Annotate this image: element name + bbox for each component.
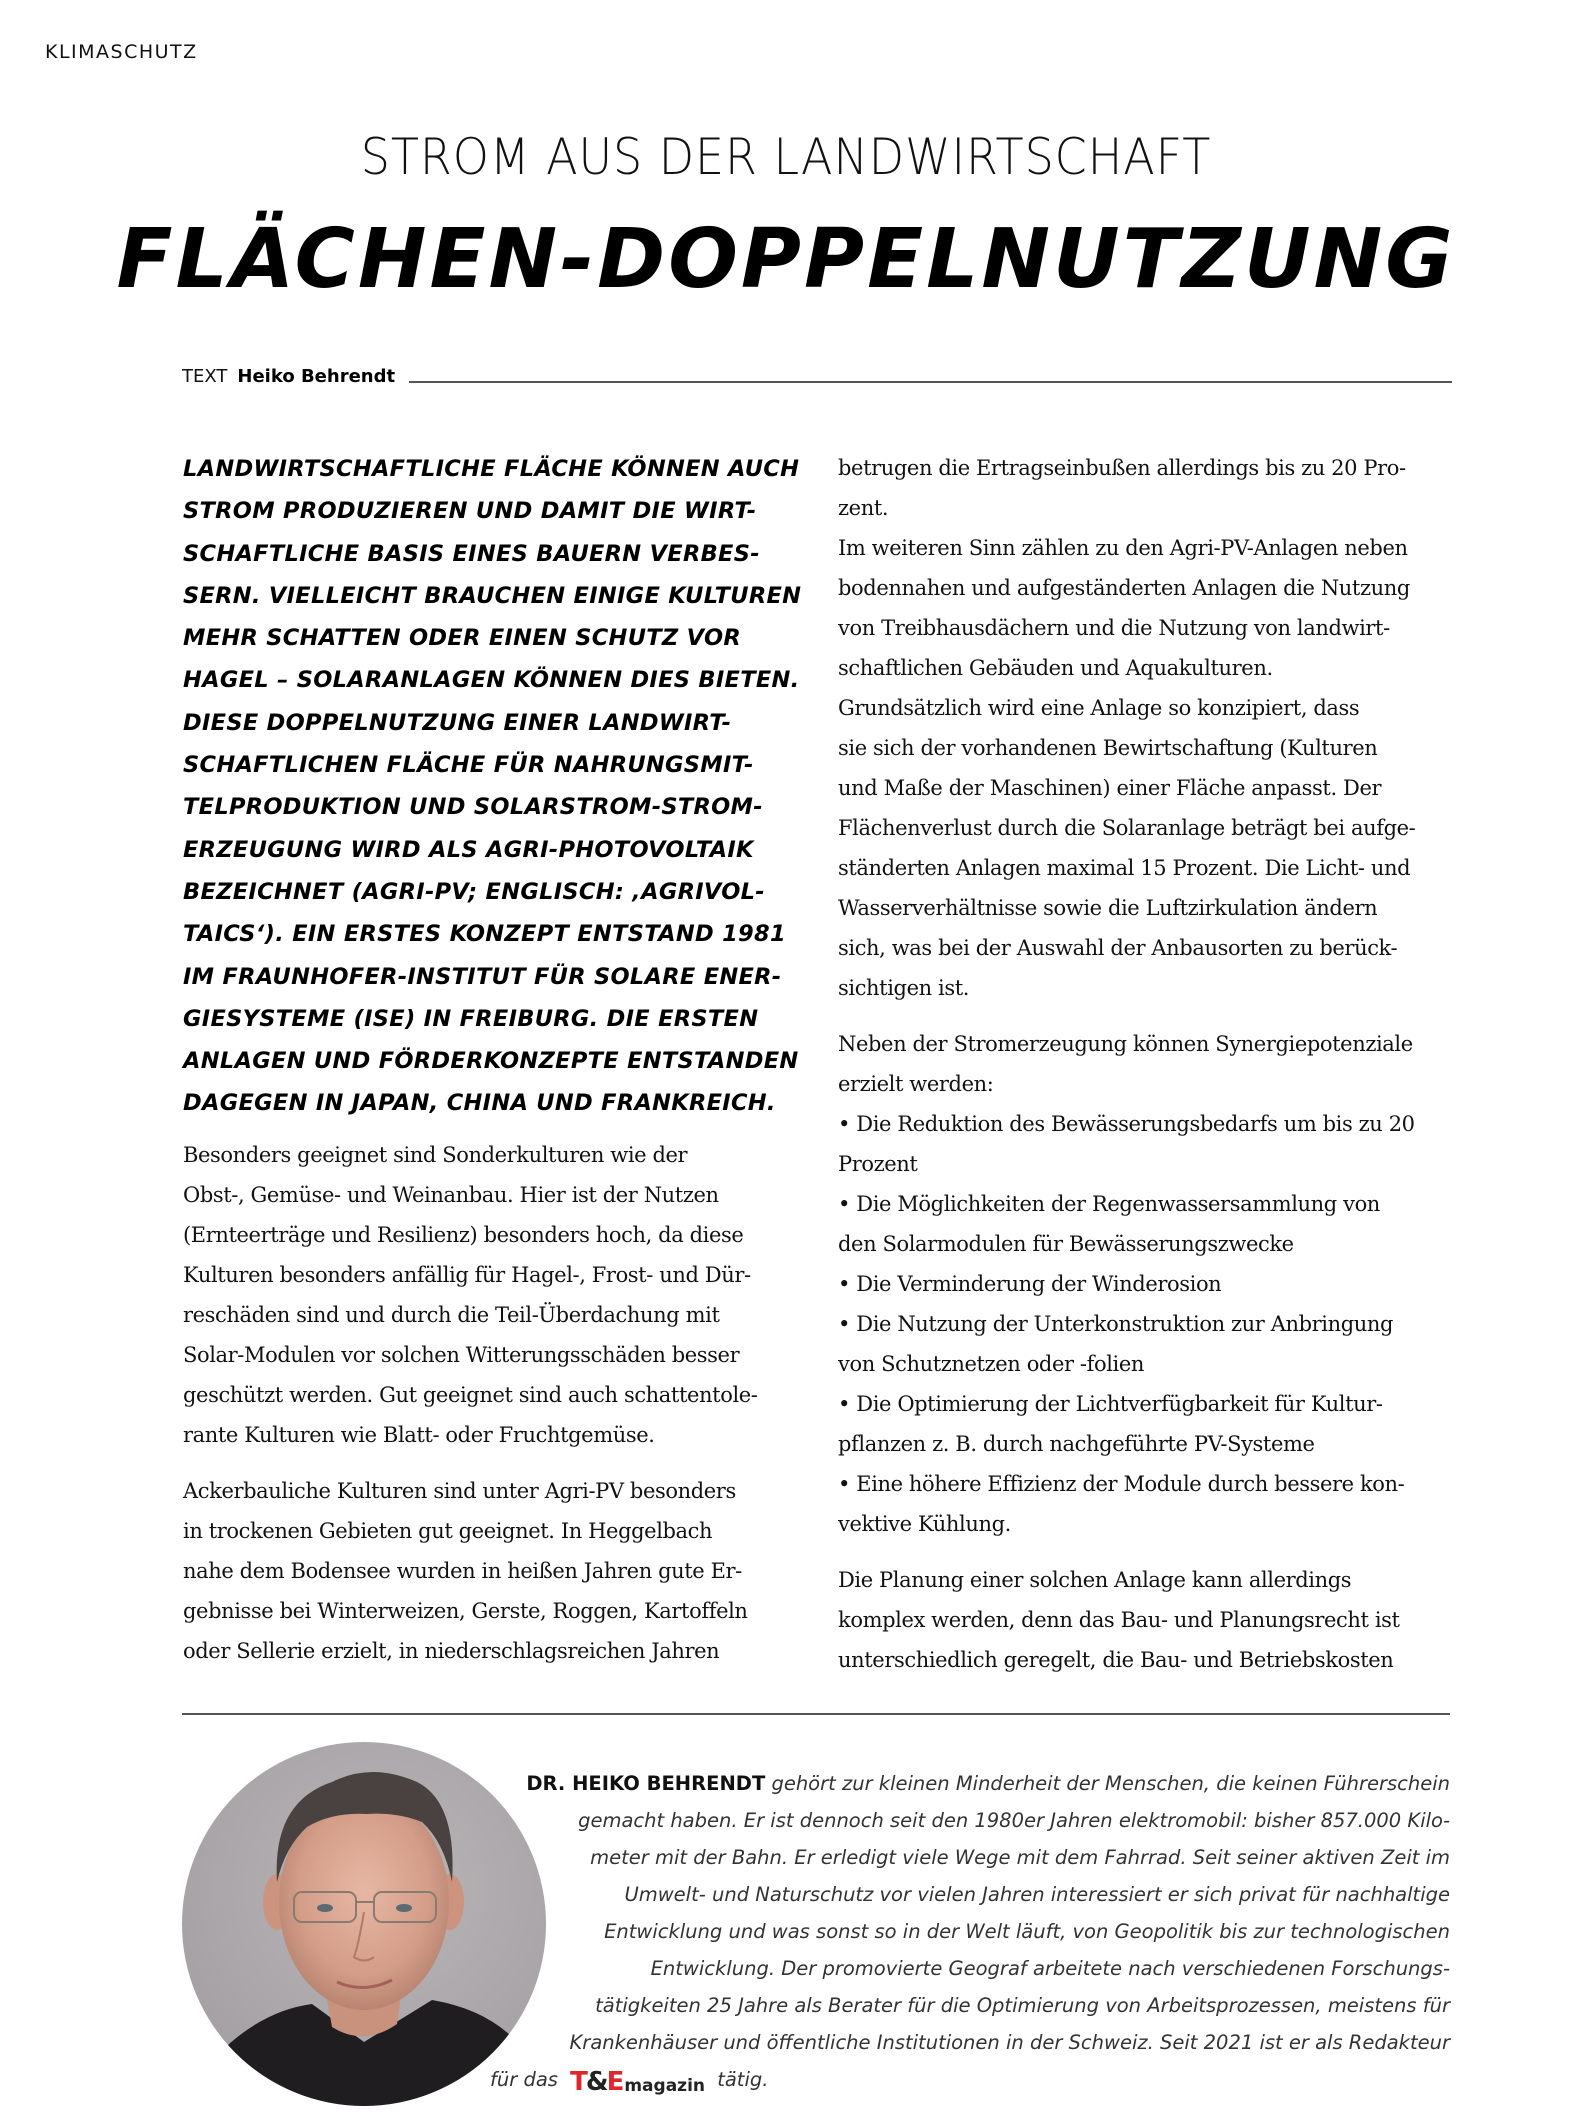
text-line: Die Planung einer solchen Anlage kann allerdings	[838, 1568, 1352, 1592]
text-line: geschützt werden. Gut geeignet sind auch schattentole-	[183, 1382, 758, 1407]
text-line: Besonders geeignet sind Sonderkulturen wie der	[183, 1142, 688, 1167]
body-paragraph	[183, 1471, 788, 1671]
bio-line: Krankenhäuser und öffentliche Institutionen in der Schweiz. Seit 2021 ist er als Redakteur	[569, 2031, 1450, 2054]
lead-line: STROM PRODUZIEREN UND DAMIT DIE WIRT-	[183, 498, 757, 525]
text-line: Kulturen besonders anfällig für Hagel-, Frost- und Dür-	[183, 1262, 751, 1287]
lead-line: SERN. VIELLEICHT BRAUCHEN EINIGE KULTUREN	[183, 582, 802, 609]
text-line: schaftlichen Gebäuden und Aquakulturen.	[838, 656, 1273, 680]
byline-author: Heiko Behrendt	[237, 366, 396, 387]
text-line: Obst-, Gemüse- und Weinanbau. Hier ist der Nutzen	[183, 1182, 719, 1207]
text-line: oder Sellerie erzielt, in niederschlagsreichen Jahren	[183, 1638, 720, 1663]
lead-paragraph	[183, 448, 802, 1125]
list-item: • Die Verminderung der Winderosion	[838, 1272, 1222, 1296]
list-item-cont: pflanzen z. B. durch nachgeführte PV-Systeme	[838, 1432, 1315, 1456]
lead-line: MEHR SCHATTEN ODER EINEN SCHUTZ VOR	[183, 625, 742, 652]
author-bio	[490, 1765, 1450, 2098]
list-item: • Die Optimierung der Lichtverfügbarkeit für Kultur-	[838, 1392, 1383, 1416]
lead-line: LANDWIRTSCHAFTLICHE FLÄCHE KÖNNEN AUCH	[183, 456, 800, 482]
bio-text: gehört zur kleinen Minderheit der Menschen, die keinen Führerschein	[765, 1772, 1450, 1795]
bio-line: gemacht haben. Er ist dennoch seit den 1980er Jahren elektromobil: bisher 857.000 Kilo-	[578, 1809, 1450, 1832]
lead-line: SCHAFTLICHE BASIS EINES BAUERN VERBES-	[183, 540, 760, 567]
text-line: (Ernteerträge und Resilienz) besonders hoch, da diese	[183, 1222, 744, 1247]
bio-line: Entwicklung und was sonst so in der Welt läuft, von Geopolitik bis zur technologischen	[604, 1920, 1450, 1943]
body-paragraph	[838, 1560, 1453, 1680]
text-line: von Treibhausdächern und die Nutzung von landwirt-	[838, 616, 1390, 640]
text-line: gebnisse bei Winterweizen, Gerste, Roggen, Kartoffeln	[183, 1598, 748, 1623]
text-line: betrugen die Ertragseinbußen allerdings bis zu 20 Pro-	[838, 456, 1406, 480]
text-line: Ackerbauliche Kulturen sind unter Agri-PV besonders	[183, 1478, 736, 1503]
byline-rule	[409, 381, 1452, 383]
text-line: erzielt werden:	[838, 1072, 994, 1096]
list-item: • Eine höhere Effizienz der Module durch bessere kon-	[838, 1472, 1405, 1496]
text-line: zent.	[838, 496, 889, 520]
text-line: reschäden sind und durch die Teil-Überdachung mit	[183, 1302, 720, 1327]
body-paragraph	[838, 448, 1453, 1008]
bio-line: meter mit der Bahn. Er erledigt viele Wege mit dem Fahrrad. Seit seiner aktiven Zeit im	[590, 1846, 1450, 1869]
bio-name: DR. HEIKO BEHRENDT	[526, 1772, 766, 1795]
te-magazin-logo	[570, 2069, 705, 2095]
section-label: KLIMASCHUTZ	[45, 41, 198, 63]
list-item: • Die Möglichkeiten der Regenwassersammlung von	[838, 1192, 1380, 1216]
text-line: Grundsätzlich wird eine Anlage so konzipiert, dass	[838, 696, 1360, 720]
section-divider	[182, 1713, 1450, 1715]
text-line: Wasserverhältnisse sowie die Luftzirkulation ändern	[838, 896, 1378, 920]
text-line: sie sich der vorhandenen Bewirtschaftung (Kulturen	[838, 736, 1378, 760]
byline	[182, 366, 1452, 387]
article-kicker: STROM AUS DER LANDWIRTSCHAFT	[360, 128, 1212, 186]
bio-line	[505, 1765, 1450, 1802]
text-line: sich, was bei der Auswahl der Anbausorten zu berück-	[838, 936, 1398, 960]
list-item-cont: vektive Kühlung.	[838, 1512, 1011, 1536]
logo-e: E	[606, 2067, 623, 2097]
left-column	[183, 448, 802, 1671]
text-line: nahe dem Bodensee wurden in heißen Jahren gute Er-	[183, 1558, 742, 1583]
list-item-cont: von Schutznetzen oder -folien	[838, 1352, 1145, 1376]
te-logo-icon	[570, 2069, 622, 2095]
lead-line: HAGEL – SOLARANLAGEN KÖNNEN DIES BIETEN.	[183, 667, 800, 694]
logo-amp: &	[585, 2067, 607, 2097]
lead-line: DIESE DOPPELNUTZUNG EINER LANDWIRT-	[183, 709, 732, 736]
lead-line: GIESYSTEME (ISE) IN FREIBURG. DIE ERSTEN	[183, 1005, 759, 1032]
lead-line: IM FRAUNHOFER-INSTITUT FÜR SOLARE ENER-	[183, 963, 782, 990]
text-line: ständerten Anlagen maximal 15 Prozent. Die Licht- und	[838, 856, 1411, 880]
synergy-list	[838, 1024, 1453, 1544]
author-portrait	[182, 1742, 546, 2106]
lead-line: TELPRODUKTION UND SOLARSTROM-STROM-	[183, 794, 763, 821]
text-line: sichtigen ist.	[838, 976, 970, 1000]
text-line: Im weiteren Sinn zählen zu den Agri-PV-Anlagen neben	[838, 536, 1408, 560]
text-line: bodennahen und aufgeständerten Anlagen die Nutzung	[838, 576, 1410, 600]
text-line: komplex werden, denn das Bau- und Planungsrecht ist	[838, 1608, 1400, 1632]
article-headline: FLÄCHEN-DOPPELNUTZUNG	[116, 212, 1456, 307]
portrait-photo-icon	[182, 1742, 546, 2106]
logo-magazin: magazin	[624, 2076, 705, 2096]
bio-line: Entwicklung. Der promovierte Geograf arbeitete nach verschiedenen Forschungs-	[650, 1957, 1450, 1980]
bio-line: Umwelt- und Naturschutz vor vielen Jahren interessiert er sich privat für nachhaltige	[624, 1883, 1450, 1906]
bio-text: tätig.	[717, 2068, 769, 2091]
text-line: unterschiedlich geregelt, die Bau- und Betriebskosten	[838, 1648, 1394, 1672]
body-paragraph	[183, 1135, 788, 1455]
text-line: in trockenen Gebieten gut geeignet. In Heggelbach	[183, 1518, 713, 1543]
bio-line	[490, 2061, 1450, 2098]
text-line: Flächenverlust durch die Solaranlage beträgt bei aufge-	[838, 816, 1416, 840]
lead-line: DAGEGEN IN JAPAN, CHINA UND FRANKREICH.	[183, 1090, 776, 1117]
lead-line: TAICS‘). EIN ERSTES KONZEPT ENTSTAND 1981	[183, 921, 786, 948]
list-item: • Die Nutzung der Unterkonstruktion zur Anbringung	[838, 1312, 1394, 1336]
logo-t: T	[570, 2067, 586, 2097]
right-column	[838, 448, 1453, 1680]
bio-line: tätigkeiten 25 Jahre als Berater für die Optimierung von Arbeitsprozessen, meistens für	[595, 1994, 1450, 2017]
text-line: Solar-Modulen vor solchen Witterungsschäden besser	[183, 1342, 740, 1367]
list-item-cont: den Solarmodulen für Bewässerungszwecke	[838, 1232, 1294, 1256]
byline-label: TEXT	[182, 366, 228, 387]
text-line: rante Kulturen wie Blatt- oder Fruchtgemüse.	[183, 1422, 655, 1447]
lead-line: ANLAGEN UND FÖRDERKONZEPTE ENTSTANDEN	[183, 1048, 799, 1075]
lead-line: BEZEICHNET (AGRI-PV; ENGLISCH: ‚AGRIVOL-	[183, 878, 765, 905]
text-line: und Maße der Maschinen) einer Fläche anpasst. Der	[838, 776, 1382, 800]
list-item: • Die Reduktion des Bewässerungsbedarfs um bis zu 20	[838, 1112, 1415, 1136]
lead-line: SCHAFTLICHEN FLÄCHE FÜR NAHRUNGSMIT-	[183, 752, 754, 779]
bio-text: für das	[490, 2068, 558, 2091]
lead-line: ERZEUGUNG WIRD ALS AGRI-PHOTOVOLTAIK	[183, 836, 754, 863]
list-item-cont: Prozent	[838, 1152, 918, 1176]
text-line: Neben der Stromerzeugung können Synergiepotenziale	[838, 1032, 1413, 1056]
